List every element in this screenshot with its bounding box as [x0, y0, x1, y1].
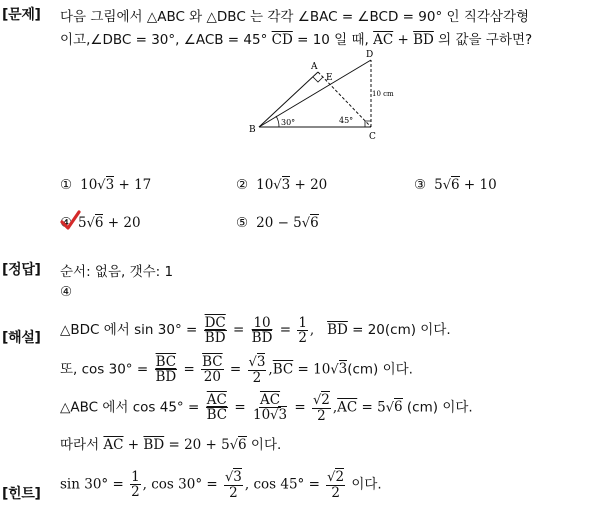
option-rest: + 17: [114, 177, 152, 193]
problem-text-2b: = 10 일 때,: [292, 32, 374, 48]
option-1[interactable]: [60, 177, 151, 193]
fraction: [154, 355, 177, 384]
solution-line-3: [60, 393, 473, 423]
fraction: [251, 316, 274, 345]
option-coef: 5: [78, 215, 87, 231]
numerator: $\overline{BC}$: [155, 354, 177, 371]
sol-text: △BDC 에서 sin 30° =: [60, 322, 202, 339]
radicand: 6: [394, 399, 403, 416]
solution-line-4: [60, 433, 281, 453]
denominator: BD: [251, 330, 273, 347]
sol-text: = 20(cm) 이다.: [347, 322, 451, 339]
denominator: 2: [252, 369, 262, 386]
equals: =: [225, 361, 246, 378]
option-coef: 10: [80, 177, 98, 193]
label-e: E: [326, 73, 333, 83]
option-radicand: 6: [94, 215, 104, 231]
angle-c-label: 45°: [339, 116, 354, 125]
numerator: [224, 470, 243, 486]
answer-choice: ④: [60, 284, 73, 300]
hint-line: [60, 470, 382, 500]
fraction: [206, 393, 229, 422]
option-radicand: 6: [451, 177, 460, 193]
denominator: [252, 408, 288, 423]
sol-text: 따라서: [60, 437, 104, 453]
numerator: $\overline{BC}$: [202, 354, 223, 371]
sol-text: = 10: [293, 361, 331, 378]
comma: ,: [332, 399, 338, 416]
option-number: ②: [236, 177, 249, 193]
denominator: BD: [155, 369, 177, 386]
hint-text: sin 30° =: [60, 476, 129, 493]
radicand: 3: [233, 469, 242, 485]
denominator: 2: [298, 330, 307, 347]
equals: =: [275, 322, 296, 339]
sqrt-sign: √: [224, 470, 234, 485]
numerator: 10: [253, 315, 271, 331]
sol-text: = 20 + 5: [164, 437, 230, 453]
sqrt-sign: √: [273, 178, 282, 193]
solution-tag: [해설]: [2, 330, 41, 346]
fraction: [224, 470, 243, 500]
numerator: 1: [131, 469, 140, 486]
sol-text: (cm) 이다.: [402, 399, 473, 416]
option-5[interactable]: [236, 215, 319, 231]
sqrt-sign: √: [442, 178, 451, 193]
fraction: [252, 393, 288, 423]
hint-text: , cos 45° =: [244, 476, 325, 493]
coef: 10: [252, 407, 271, 424]
hint-tag: [힌트]: [2, 486, 41, 502]
segment-ac: $\overline{AC}$: [373, 32, 394, 48]
denominator: 2: [331, 484, 340, 501]
radicand: 2: [321, 392, 330, 408]
segment-bd: $\overline{BD}$: [413, 32, 434, 48]
option-3[interactable]: [414, 177, 497, 193]
radicand: 2: [335, 469, 345, 485]
fraction: [248, 355, 267, 385]
option-radicand: 3: [281, 177, 291, 193]
hint-text: 이다.: [347, 476, 382, 493]
numerator: [312, 393, 331, 409]
option-4[interactable]: [60, 215, 141, 231]
sol-text: △ABC 에서 cos 45° =: [60, 399, 204, 416]
fraction: [130, 470, 141, 499]
problem-line-1: [60, 5, 529, 25]
comma: ,: [309, 322, 328, 339]
label-a: A: [311, 62, 318, 72]
denominator: 2: [317, 407, 326, 424]
angle-arc-b: [276, 116, 279, 127]
segment-bc: $\overline{BC}$: [272, 361, 294, 378]
denominator: BC: [206, 407, 228, 424]
option-number: ③: [414, 177, 427, 193]
segment-cd: $\overline{CD}$: [271, 32, 293, 48]
sqrt-sign: √: [270, 408, 279, 424]
problem-line-2: [60, 28, 532, 48]
segment-bd: $\overline{BD}$: [143, 437, 165, 453]
numerator: [326, 470, 345, 486]
plus-sign: +: [393, 32, 414, 48]
label-c: C: [369, 132, 376, 140]
solution-line-1: [60, 316, 451, 345]
fraction: [312, 393, 331, 423]
problem-tag: [문제]: [2, 7, 41, 23]
option-rest: + 20: [103, 215, 141, 231]
fraction: [326, 470, 345, 500]
option-number: ①: [60, 177, 73, 193]
problem-text-1: 다음 그림에서 △ABC 와 △DBC 는 각각 ∠BAC = ∠BCD = 90° 인 직각삼각형: [60, 9, 530, 25]
numerator: 1: [298, 315, 307, 331]
sol-text: 또, cos 30° =: [60, 361, 153, 378]
equals: =: [179, 361, 200, 378]
sqrt-sign: √: [97, 178, 106, 193]
option-rest: + 20: [290, 177, 328, 193]
problem-text-2c: 의 값을 구하면?: [433, 32, 533, 48]
sqrt-sign: √: [301, 216, 311, 231]
option-coef: 10: [256, 177, 274, 193]
comma: ,: [268, 361, 273, 378]
plus-sign: +: [123, 437, 144, 453]
sqrt-sign: √: [385, 400, 395, 416]
denominator: 20: [203, 369, 221, 386]
option-coef: 20 − 5: [256, 215, 302, 231]
sol-text: 이다.: [246, 437, 282, 453]
denominator: BD: [204, 330, 226, 347]
option-rest: + 10: [459, 177, 497, 193]
option-radicand: 6: [310, 215, 319, 231]
answer-text: 순서: 없음, 갯수: 1: [60, 264, 174, 280]
answer-tag: [정답]: [2, 262, 41, 278]
equals: =: [290, 399, 310, 416]
segment-ac: $\overline{AC}$: [103, 437, 124, 453]
side-cd-label: 10 cm: [372, 90, 394, 98]
hint-text: , cos 30° =: [142, 476, 222, 493]
triangle-figure: [245, 48, 405, 140]
numerator: $\overline{AC}$: [206, 392, 227, 409]
problem-text-2a: 이고,∠DBC = 30°, ∠ACB = 45°: [60, 32, 272, 48]
sqrt-sign: √: [312, 393, 322, 408]
radicand: 3: [256, 354, 266, 370]
sqrt-sign: √: [229, 438, 239, 453]
label-b: B: [249, 125, 256, 135]
segment-bd: $\overline{BD}$: [327, 322, 348, 339]
equals: =: [230, 399, 250, 416]
option-2[interactable]: [236, 177, 327, 193]
option-number: ④: [60, 215, 73, 231]
angle-b-label: 30°: [281, 118, 296, 127]
option-coef: 5: [434, 177, 443, 193]
sol-text: (cm) 이다.: [347, 361, 413, 378]
radicand: 6: [238, 437, 247, 453]
fraction: [201, 355, 224, 384]
sqrt-sign: √: [327, 470, 336, 485]
option-4-marker: [60, 215, 78, 231]
sqrt-sign: √: [86, 216, 95, 231]
fraction: [297, 316, 308, 345]
sqrt-sign: √: [248, 355, 257, 370]
option-radicand: 3: [105, 177, 115, 193]
numerator: $\overline{AC}$: [259, 392, 281, 408]
radicand: 3: [278, 407, 288, 424]
radicand: 3: [338, 361, 348, 378]
label-d: D: [366, 50, 374, 60]
right-angle-a: [313, 77, 323, 82]
numerator: $\overline{DC}$: [204, 315, 226, 331]
denominator: 2: [131, 484, 140, 501]
sqrt-sign: √: [330, 362, 339, 378]
segment-ac: $\overline{AC}$: [337, 399, 358, 416]
solution-line-2: [60, 355, 413, 385]
numerator: [248, 355, 267, 371]
sol-text: = 5: [357, 399, 386, 416]
denominator: 2: [229, 484, 238, 501]
fraction: [204, 316, 227, 345]
equals: =: [228, 322, 249, 339]
option-number: ⑤: [236, 215, 249, 231]
checkmark-icon: [59, 210, 81, 232]
